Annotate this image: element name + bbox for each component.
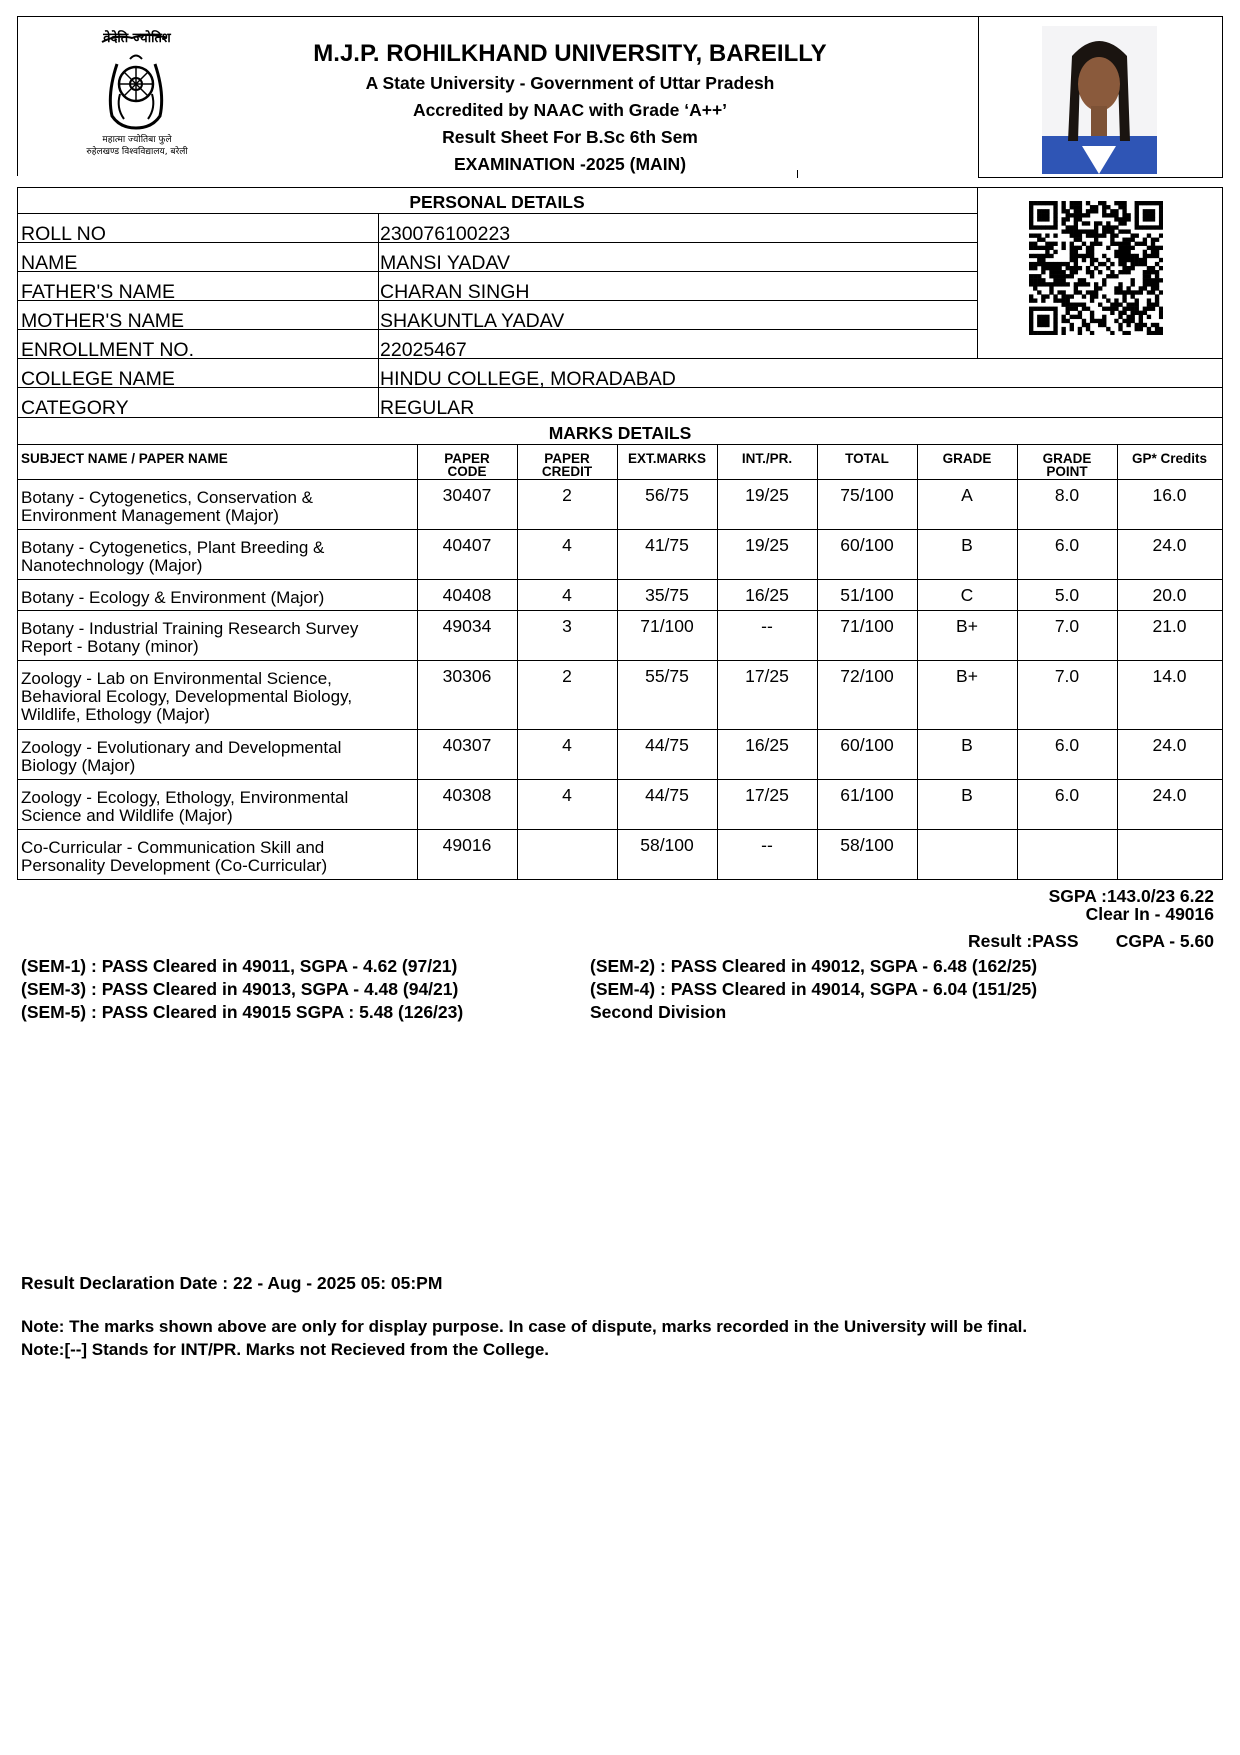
- paper-code: 30306: [442, 666, 492, 686]
- university-logo: [72, 24, 202, 158]
- int-pr: 16/25: [745, 735, 789, 755]
- marks-row-line: [17, 729, 1223, 730]
- int-pr: --: [761, 835, 773, 855]
- marks-column-divider: [817, 444, 818, 879]
- note-display-purpose: Note: The marks shown above are only for display purpose. In case of dispute, marks recorded in the University will be final.: [21, 1317, 1028, 1336]
- personal-row-line: [17, 213, 977, 214]
- marks-row-line: [17, 610, 1223, 611]
- paper-credit: 4: [562, 535, 572, 555]
- marks-column-divider: [1117, 444, 1118, 879]
- marks-header-subject: SUBJECT NAME / PAPER NAME: [21, 451, 228, 466]
- marks-left-border: [17, 417, 18, 880]
- marks-header-grade-point: [1017, 452, 1117, 478]
- sem-5-result: (SEM-5) : PASS Cleared in 49015 SGPA : 5.48 (126/23): [21, 1002, 464, 1022]
- personal-left-border: [17, 187, 18, 417]
- marks-column-divider: [617, 444, 618, 879]
- personal-label: ENROLLMENT NO.: [21, 339, 195, 361]
- gp-credits: 24.0: [1152, 535, 1187, 555]
- total: 51/100: [840, 585, 894, 605]
- marks-row-line: [17, 779, 1223, 780]
- marks-header-top: [17, 444, 1223, 445]
- paper-credit: 2: [562, 666, 572, 686]
- marks-right-border: [1222, 417, 1223, 880]
- cgpa-text: CGPA - 5.60: [1115, 931, 1214, 951]
- result-text: Result :PASS: [968, 931, 1079, 951]
- personal-label: ROLL NO: [21, 223, 106, 245]
- marks-header-ext-marks: EXT.MARKS: [627, 451, 706, 466]
- grade: B: [961, 785, 973, 805]
- division-text: Second Division: [590, 1002, 727, 1022]
- marks-row-line: [17, 660, 1223, 661]
- paper-code: 40307: [442, 735, 492, 755]
- total: 58/100: [840, 835, 894, 855]
- marks-header-grade: GRADE: [942, 451, 992, 466]
- ext-marks: 44/75: [645, 735, 689, 755]
- header-line-3: Result Sheet For B.Sc 6th Sem: [442, 127, 698, 147]
- gp-credits: 24.0: [1152, 735, 1187, 755]
- personal-right-border: [1222, 187, 1223, 417]
- subject-name: Botany - Ecology & Environment (Major): [21, 588, 325, 607]
- gp-credits: 21.0: [1152, 616, 1187, 636]
- grade: B+: [956, 666, 978, 686]
- subject-name: Co-Curricular - Communication Skill and Personality Development (Co-Curricular): [21, 838, 328, 875]
- sem-2-result: (SEM-2) : PASS Cleared in 49012, SGPA - 6.48 (162/25): [590, 956, 1038, 976]
- grade-point: 6.0: [1054, 735, 1080, 755]
- paper-code: 40408: [442, 585, 492, 605]
- marks-header-paper-code: [417, 452, 517, 478]
- personal-label: MOTHER'S NAME: [21, 310, 184, 332]
- header-photo-divider: [978, 16, 979, 177]
- marks-header-paper-credit: [517, 452, 617, 478]
- grade: B+: [956, 616, 978, 636]
- grade-point: 8.0: [1054, 485, 1080, 505]
- qr-code: [1029, 201, 1163, 335]
- int-pr: 16/25: [745, 585, 789, 605]
- int-pr: 19/25: [745, 535, 789, 555]
- marks-header-gp-credits: GP* Credits: [1131, 451, 1208, 466]
- total: 60/100: [840, 535, 894, 555]
- ext-marks: 41/75: [645, 535, 689, 555]
- paper-code: 49034: [442, 616, 492, 636]
- note-int-pr: Note:[--] Stands for INT/PR. Marks not Recieved from the College.: [21, 1340, 550, 1359]
- subject-name: Botany - Cytogenetics, Conservation & Environment Management (Major): [21, 488, 313, 525]
- subject-name: Zoology - Evolutionary and Developmental Biology (Major): [21, 738, 342, 775]
- marks-column-divider: [717, 444, 718, 879]
- personal-value: 230076100223: [380, 223, 511, 245]
- sem-4-result: (SEM-4) : PASS Cleared in 49014, SGPA - 6.04 (151/25): [590, 979, 1038, 999]
- int-pr: 17/25: [745, 785, 789, 805]
- subject-name: Botany - Industrial Training Research Survey Report - Botany (minor): [21, 619, 359, 656]
- personal-row-line: [17, 358, 1223, 359]
- personal-top-border: [17, 187, 1223, 188]
- university-seal-icon: [72, 24, 202, 158]
- result-declaration-date: Result Declaration Date : 22 - Aug - 2025 05: 05:PM: [21, 1273, 443, 1293]
- gp-credits: 24.0: [1152, 785, 1187, 805]
- paper-code: 40407: [442, 535, 492, 555]
- university-name: M.J.P. ROHILKHAND UNIVERSITY, BAREILLY: [313, 40, 827, 67]
- grade-point: 6.0: [1054, 785, 1080, 805]
- gp-credits: 16.0: [1152, 485, 1187, 505]
- marks-column-divider: [1017, 444, 1018, 879]
- header-top-border: [17, 16, 1223, 17]
- int-pr: 19/25: [745, 485, 789, 505]
- subject-name: Zoology - Lab on Environmental Science, Behavioral Ecology, Developmental Biology, Wildlife, Ethology (Major): [21, 669, 353, 724]
- paper-credit: 4: [562, 585, 572, 605]
- header-point: POINT: [1046, 464, 1088, 479]
- ext-marks: 35/75: [645, 585, 689, 605]
- subject-name: Zoology - Ecology, Ethology, Environmental Science and Wildlife (Major): [21, 788, 349, 825]
- header-credit: CREDIT: [541, 464, 593, 479]
- marks-column-divider: [417, 444, 418, 879]
- ext-marks: 44/75: [645, 785, 689, 805]
- paper-credit: 4: [562, 785, 572, 805]
- sem-1-result: (SEM-1) : PASS Cleared in 49011, SGPA - 4.62 (97/21): [21, 956, 458, 976]
- personal-value: CHARAN SINGH: [380, 281, 530, 303]
- paper-credit: 2: [562, 485, 572, 505]
- gp-credits: 14.0: [1152, 666, 1187, 686]
- int-pr: --: [761, 616, 773, 636]
- header-paper: PAPER: [444, 451, 490, 466]
- paper-code: 49016: [442, 835, 492, 855]
- personal-label: COLLEGE NAME: [21, 368, 175, 390]
- paper-code: 40308: [442, 785, 492, 805]
- personal-value: SHAKUNTLA YADAV: [380, 310, 565, 332]
- header-line-4: EXAMINATION -2025 (MAIN): [453, 154, 687, 174]
- marks-details-title: MARKS DETAILS: [548, 423, 692, 443]
- marks-row-line: [17, 879, 1223, 880]
- grade: C: [960, 585, 974, 605]
- marks-header-bottom: [17, 479, 1223, 480]
- ext-marks: 56/75: [645, 485, 689, 505]
- personal-value: REGULAR: [380, 397, 475, 419]
- grade-point: 7.0: [1054, 666, 1080, 686]
- ext-marks: 55/75: [645, 666, 689, 686]
- ext-marks: 58/100: [640, 835, 694, 855]
- personal-row-line: [17, 417, 1223, 418]
- student-photo: [1042, 26, 1157, 174]
- subject-name: Botany - Cytogenetics, Plant Breeding & Nanotechnology (Major): [21, 538, 325, 575]
- grade-point: 7.0: [1054, 616, 1080, 636]
- marks-header-int-pr: INT./PR.: [741, 451, 793, 466]
- grade: B: [961, 735, 973, 755]
- grade: A: [961, 485, 973, 505]
- paper-code: 30407: [442, 485, 492, 505]
- photo-bottom-border: [978, 177, 1223, 178]
- qr-divider: [977, 187, 978, 359]
- personal-value: 22025467: [380, 339, 467, 361]
- total: 61/100: [840, 785, 894, 805]
- personal-label: CATEGORY: [21, 397, 129, 419]
- header-right-border: [1222, 16, 1223, 177]
- sem-3-result: (SEM-3) : PASS Cleared in 49013, SGPA - 4.48 (94/21): [21, 979, 459, 999]
- total: 75/100: [840, 485, 894, 505]
- marks-row-line: [17, 579, 1223, 580]
- paper-credit: 3: [562, 616, 572, 636]
- clear-in-text: Clear In - 49016: [1085, 904, 1214, 924]
- logo-bottom-text-1: महात्मा ज्योतिबा फुले: [102, 135, 172, 145]
- header-code: CODE: [447, 464, 487, 479]
- header-left-border: [17, 16, 18, 176]
- grade-point: 6.0: [1054, 535, 1080, 555]
- personal-label: FATHER'S NAME: [21, 281, 175, 303]
- grade: B: [961, 535, 973, 555]
- header-paper: PAPER: [544, 451, 590, 466]
- marks-column-divider: [517, 444, 518, 879]
- total: 60/100: [840, 735, 894, 755]
- int-pr: 17/25: [745, 666, 789, 686]
- grade-point: 5.0: [1054, 585, 1080, 605]
- personal-label: NAME: [21, 252, 78, 274]
- personal-value: HINDU COLLEGE, MORADABAD: [380, 368, 676, 390]
- paper-credit: 4: [562, 735, 572, 755]
- header-line-2: Accredited by NAAC with Grade ‘A++’: [412, 100, 728, 120]
- qr-code-icon: [1029, 201, 1163, 335]
- marks-row-line: [17, 529, 1223, 530]
- total: 71/100: [840, 616, 894, 636]
- marks-row-line: [17, 829, 1223, 830]
- personal-details-title: PERSONAL DETAILS: [409, 192, 585, 212]
- ext-marks: 71/100: [640, 616, 694, 636]
- header-grade: GRADE: [1042, 451, 1092, 466]
- header-line-1: A State University - Government of Uttar Pradesh: [365, 73, 775, 93]
- marks-header-total: TOTAL: [845, 451, 889, 466]
- logo-top-text: वेदेति ज्योतिश: [103, 31, 171, 46]
- marks-column-divider: [917, 444, 918, 879]
- gp-credits: 20.0: [1152, 585, 1187, 605]
- sgpa-text: SGPA :143.0/23 6.22: [1048, 886, 1214, 906]
- logo-bottom-text-2: रुहेलखण्ड विश्वविद्यालय, बरेली: [86, 147, 188, 157]
- total: 72/100: [840, 666, 894, 686]
- personal-value: MANSI YADAV: [380, 252, 511, 274]
